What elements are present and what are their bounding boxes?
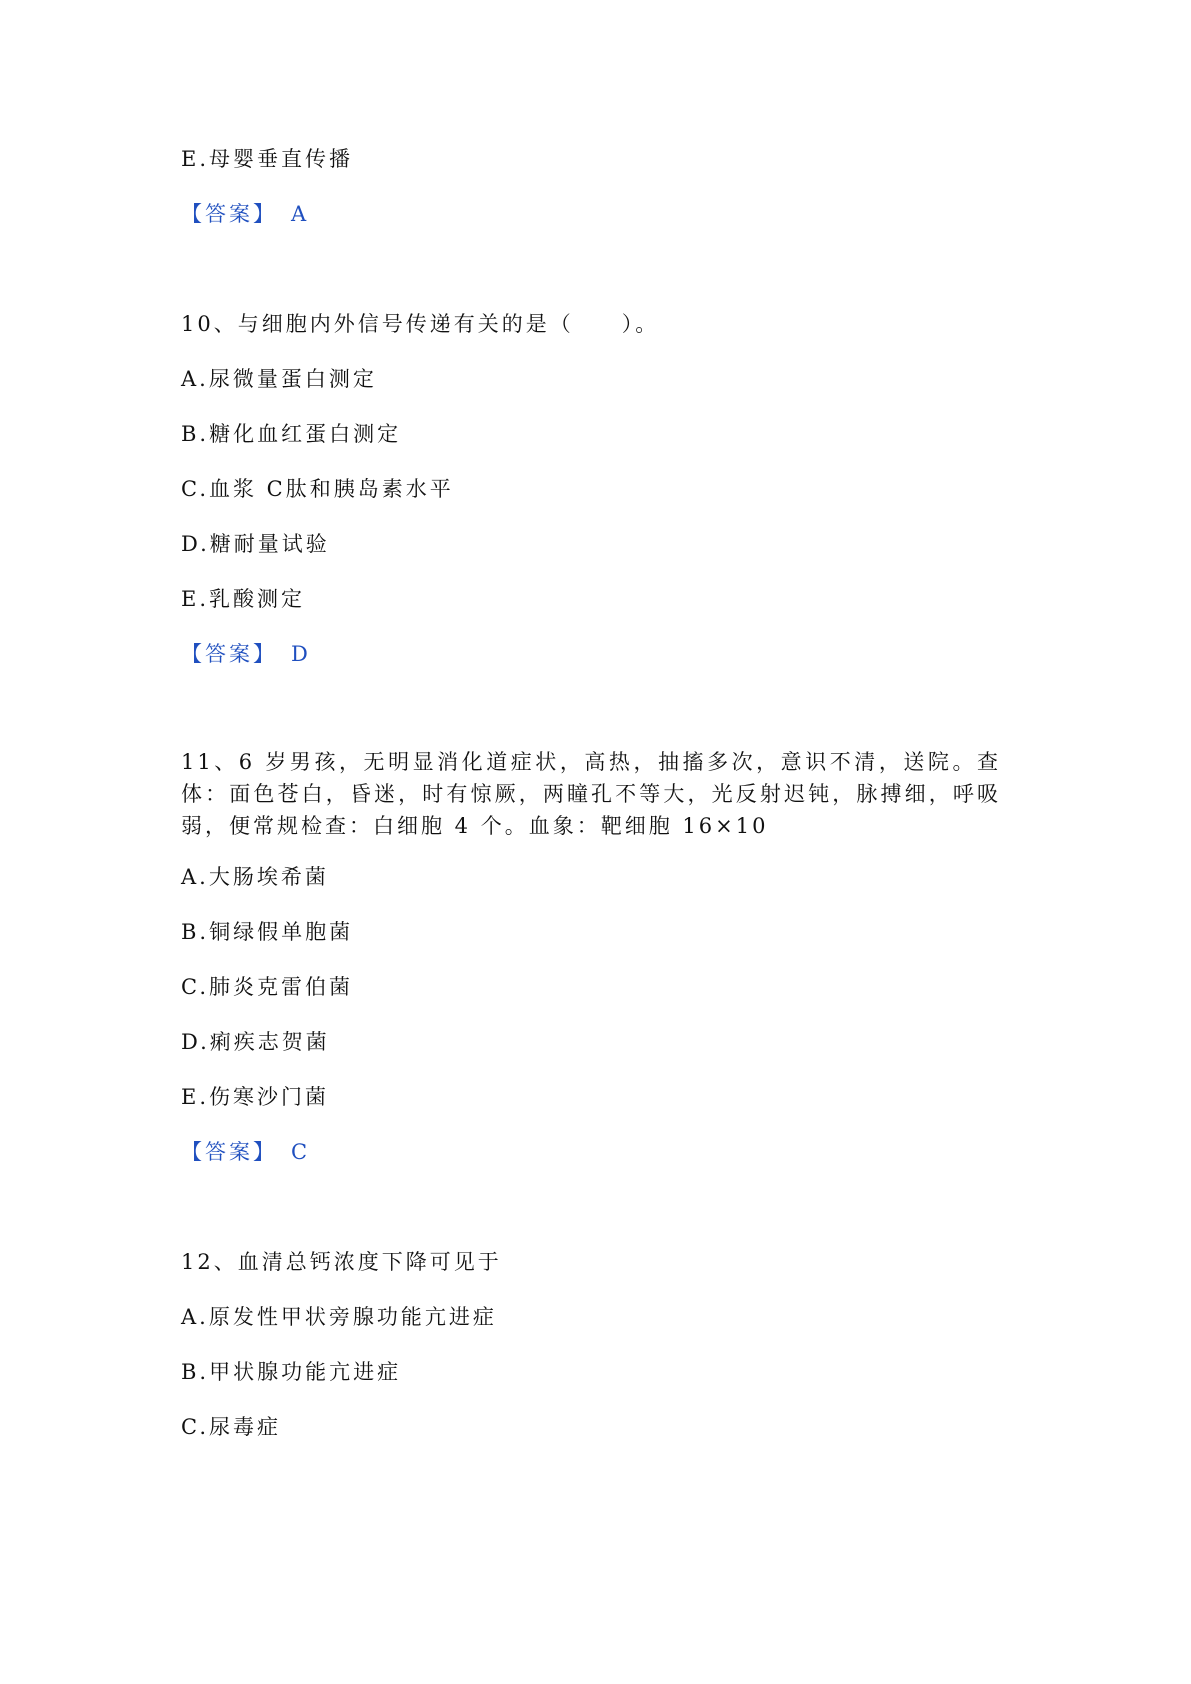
- q11-stem: 11、6 岁男孩，无明显消化道症状，高热，抽搐多次，意识不清，送院。查体：面色苍白，昏迷，时有惊厥，两瞳孔不等大，光反射迟钝，脉搏细，呼吸弱，便常规检查：白细胞 4 个。血象：靶细胞 16×10: [181, 750, 1001, 838]
- q9-option-e: E.母婴垂直传播: [181, 147, 354, 171]
- q10-option-a: A.尿微量蛋白测定: [181, 367, 377, 391]
- q12-stem: 12、血清总钙浓度下降可见于: [181, 1250, 502, 1274]
- q10-option-b: B.糖化血红蛋白测定: [181, 422, 402, 446]
- q11-option-a: A.大肠埃希菌: [181, 865, 329, 889]
- q10-answer-value: D: [291, 642, 311, 666]
- q11-option-e: E.伤寒沙门菌: [181, 1085, 330, 1109]
- q10-answer: [181, 642, 311, 666]
- q12-option-a: A.原发性甲状旁腺功能亢进症: [181, 1305, 497, 1329]
- q12-option-b: B.甲状腺功能亢进症: [181, 1360, 402, 1384]
- q11-answer-value: C: [291, 1140, 311, 1164]
- q11-answer-label: 【答案】: [181, 1140, 277, 1164]
- q10-stem: 10、与细胞内外信号传递有关的是（ ）。: [181, 312, 660, 336]
- q9-answer-label: 【答案】: [181, 202, 277, 226]
- q11-answer: [181, 1140, 310, 1164]
- q10-answer-label: 【答案】: [181, 642, 277, 666]
- q9-answer: [181, 202, 309, 226]
- q10-option-c: C.血浆 C肽和胰岛素水平: [181, 477, 454, 501]
- q9-answer-value: A: [291, 202, 310, 226]
- q11-option-c: C.肺炎克雷伯菌: [181, 975, 353, 999]
- q11-option-b: B.铜绿假单胞菌: [181, 920, 354, 944]
- q10-option-e: E.乳酸测定: [181, 587, 306, 611]
- q12-option-c: C.尿毒症: [181, 1415, 281, 1439]
- q10-option-d: D.糖耐量试验: [181, 532, 330, 556]
- q11-option-d: D.痢疾志贺菌: [181, 1030, 330, 1054]
